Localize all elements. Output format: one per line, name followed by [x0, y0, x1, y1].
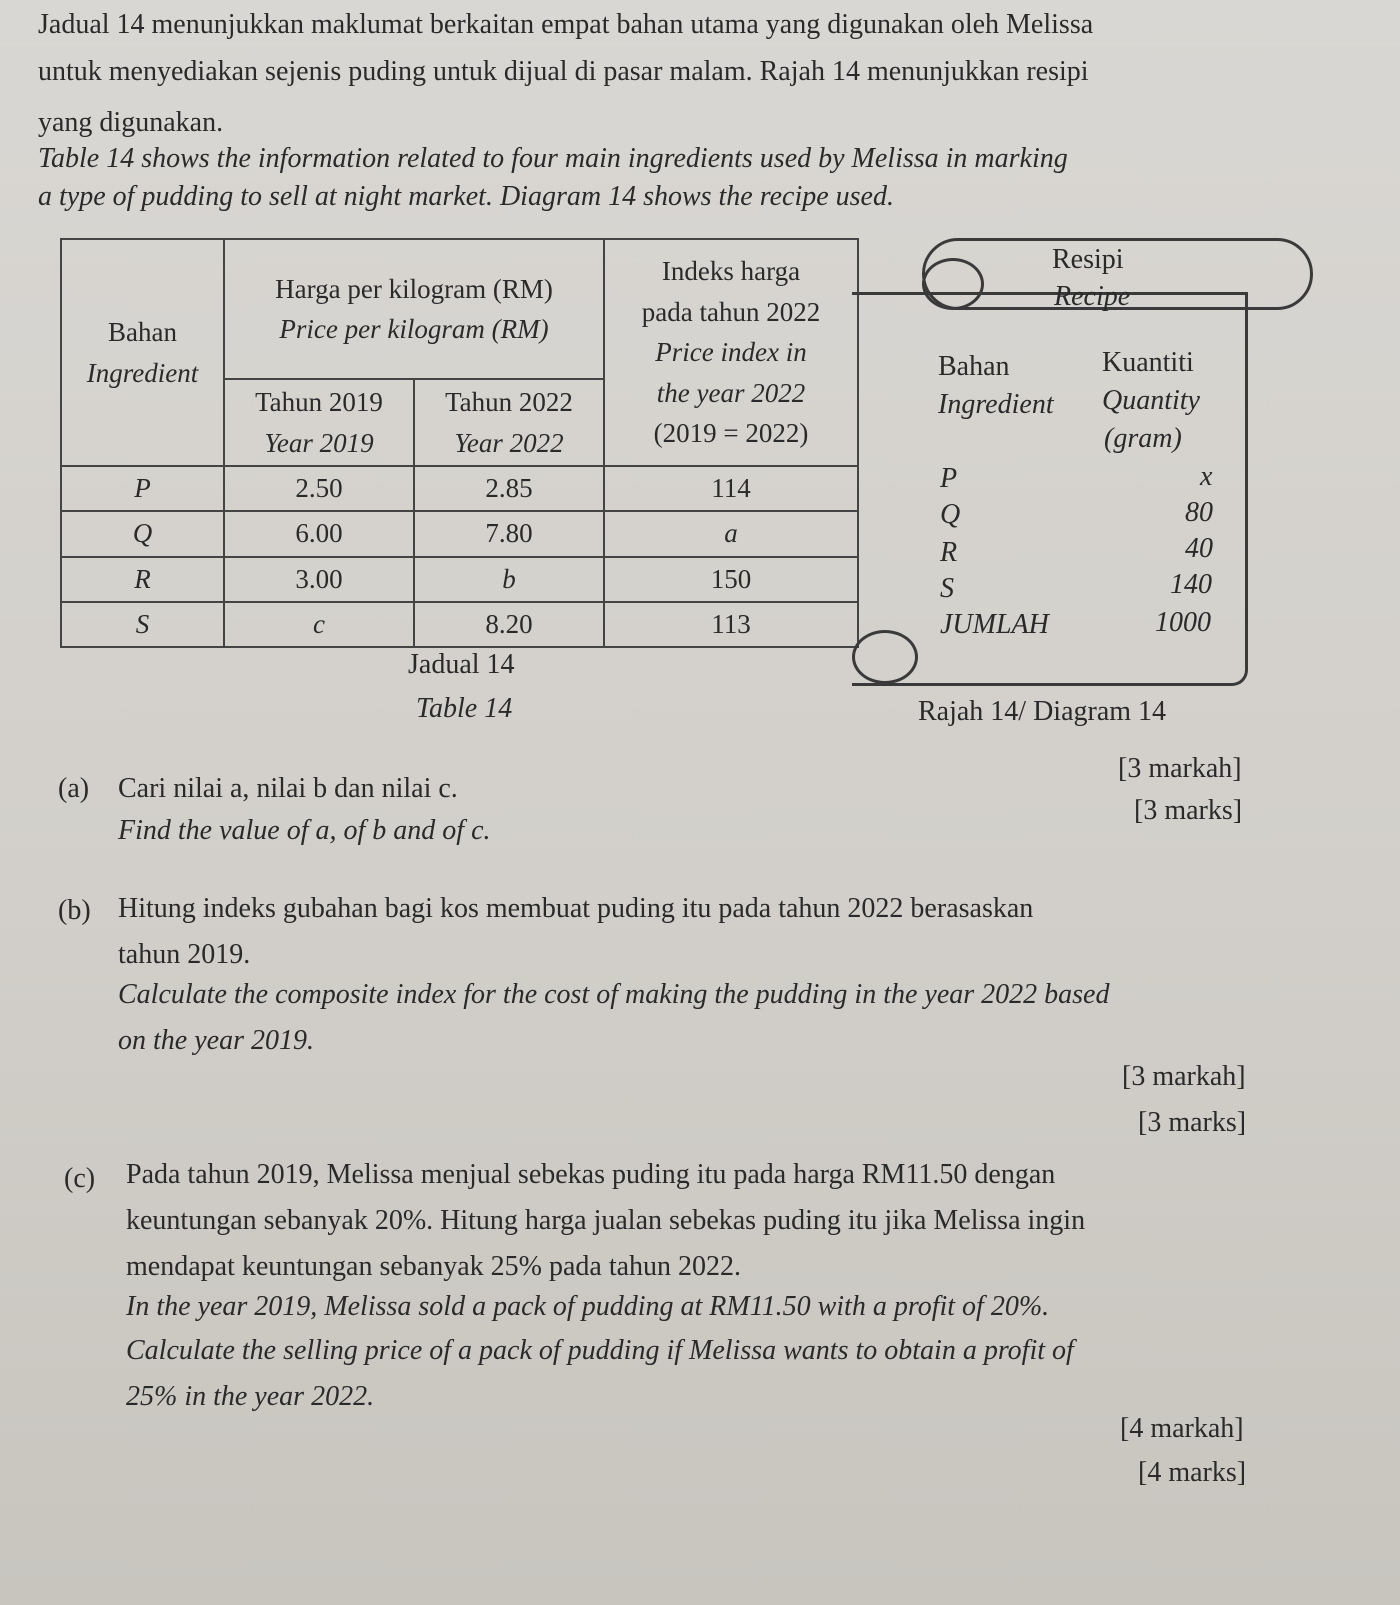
question-b-en-2: on the year 2019. — [118, 1025, 314, 1056]
cell-ingredient: S — [61, 602, 224, 647]
scroll-curl-top — [922, 258, 984, 310]
recipe-header-ingredient-en: Ingredient — [938, 389, 1054, 420]
recipe-title-ms: Resipi — [1052, 244, 1124, 275]
header-price-ms: Harga per kilogram (RM) — [275, 273, 553, 304]
intro-ms-line3: yang digunakan. — [38, 107, 224, 138]
intro-en-line1: Table 14 shows the information related to four main ingredients used by Melissa in marking — [38, 143, 1068, 174]
cell-price-2019: 6.00 — [224, 511, 414, 556]
table-row — [61, 466, 858, 511]
question-b-marks-en: [3 marks] — [1138, 1107, 1247, 1138]
recipe-caption: Rajah 14/ Diagram 14 — [918, 696, 1167, 727]
recipe-item-name: R — [940, 537, 958, 568]
header-2019-en: Year 2019 — [264, 427, 374, 458]
intro-ms-line2: untuk menyediakan sejenis puding untuk dijual di pasar malam. Rajah 14 menunjukkan resipi — [38, 56, 1089, 87]
cell-price-2022: 2.85 — [414, 466, 604, 511]
question-c-en-2: Calculate the selling price of a pack of pudding if Melissa wants to obtain a profit of — [126, 1335, 1074, 1366]
recipe-title-en: Recipe — [1054, 281, 1131, 312]
cell-ingredient: R — [61, 557, 224, 602]
header-price — [224, 239, 604, 379]
header-ingredient-ms: Bahan — [108, 317, 177, 347]
recipe-item-qty: 140 — [1170, 569, 1212, 600]
recipe-header-unit: (gram) — [1104, 423, 1182, 454]
recipe-item-name: S — [940, 573, 954, 604]
question-b-ms-1: Hitung indeks gubahan bagi kos membuat puding itu pada tahun 2022 berasaskan — [118, 893, 1034, 924]
question-c-ms-1: Pada tahun 2019, Melissa menjual sebekas puding itu pada harga RM11.50 dengan — [126, 1159, 1056, 1190]
header-index — [604, 239, 858, 466]
table-row — [61, 557, 858, 602]
recipe-header-qty-ms: Kuantiti — [1102, 347, 1194, 378]
question-a-ms: Cari nilai a, nilai b dan nilai c. — [118, 773, 458, 804]
recipe-item-qty: 40 — [1185, 533, 1213, 564]
cell-index: 150 — [604, 557, 858, 602]
cell-ingredient: P — [61, 466, 224, 511]
cell-price-2022: b — [414, 557, 604, 602]
header-2019-ms: Tahun 2019 — [255, 387, 383, 417]
question-c-ms-2: keuntungan sebanyak 20%. Hitung harga jualan sebekas puding itu jika Melissa ingin — [126, 1205, 1086, 1236]
cell-index: 113 — [604, 602, 858, 647]
cell-index: 114 — [604, 466, 858, 511]
question-a-label: (a) — [58, 773, 90, 804]
recipe-header-qty-en: Quantity — [1102, 385, 1200, 416]
cell-price-2019: 2.50 — [224, 466, 414, 511]
table-caption-en: Table 14 — [416, 693, 513, 724]
cell-price-2022: 8.20 — [414, 602, 604, 647]
question-b-marks-ms: [3 markah] — [1122, 1061, 1246, 1092]
header-ingredient-en: Ingredient — [86, 357, 199, 388]
price-table — [60, 238, 859, 648]
recipe-item-name: Q — [940, 499, 961, 530]
intro-ms-line1: Jadual 14 menunjukkan maklumat berkaitan empat bahan utama yang digunakan oleh Melissa — [38, 9, 1094, 40]
table-row — [61, 511, 858, 556]
recipe-total-label: JUMLAH — [940, 609, 1049, 640]
question-b-label: (b) — [58, 895, 91, 926]
header-index-l5: (2019 = 2022) — [653, 418, 809, 449]
table-caption-ms: Jadual 14 — [408, 649, 515, 680]
question-a-en: Find the value of a, of b and of c. — [118, 815, 491, 846]
question-a-marks-ms: [3 markah] — [1118, 753, 1242, 784]
recipe-item-qty: 80 — [1185, 497, 1213, 528]
question-c-marks-en: [4 marks] — [1138, 1457, 1247, 1488]
header-index-l2: pada tahun 2022 — [641, 296, 821, 327]
cell-price-2019: c — [224, 602, 414, 647]
question-b-en-1: Calculate the composite index for the cost of making the pudding in the year 2022 based — [118, 979, 1110, 1010]
header-index-l1: Indeks harga — [661, 256, 801, 287]
question-a-marks-en: [3 marks] — [1134, 795, 1243, 826]
recipe-header-ingredient-ms: Bahan — [938, 351, 1010, 382]
table-row — [61, 602, 858, 647]
header-2022-en: Year 2022 — [454, 427, 564, 458]
question-c-en-3: 25% in the year 2022. — [126, 1381, 375, 1412]
header-price-en: Price per kilogram (RM) — [279, 314, 549, 344]
cell-ingredient: Q — [61, 511, 224, 556]
recipe-item-qty: x — [1200, 461, 1213, 492]
question-c-label: (c) — [64, 1163, 96, 1194]
header-2022 — [414, 379, 604, 466]
header-ingredient — [61, 239, 224, 466]
question-c-ms-3: mendapat keuntungan sebanyak 25% pada tahun 2022. — [126, 1251, 742, 1282]
question-b-ms-2: tahun 2019. — [118, 939, 251, 970]
question-c-en-1: In the year 2019, Melissa sold a pack of pudding at RM11.50 with a profit of 20%. — [126, 1291, 1050, 1322]
scroll-curl-bottom — [852, 630, 918, 684]
header-2019 — [224, 379, 414, 466]
header-2022-ms: Tahun 2022 — [445, 387, 573, 417]
question-c-marks-ms: [4 markah] — [1120, 1413, 1244, 1444]
header-index-l3: Price index in — [655, 337, 807, 368]
cell-index: a — [604, 511, 858, 556]
header-index-l4: the year 2022 — [656, 377, 806, 408]
recipe-total-value: 1000 — [1155, 607, 1211, 638]
intro-en-line2: a type of pudding to sell at night market. Diagram 14 shows the recipe used. — [38, 181, 894, 212]
cell-price-2019: 3.00 — [224, 557, 414, 602]
recipe-item-name: P — [940, 463, 958, 494]
cell-price-2022: 7.80 — [414, 511, 604, 556]
